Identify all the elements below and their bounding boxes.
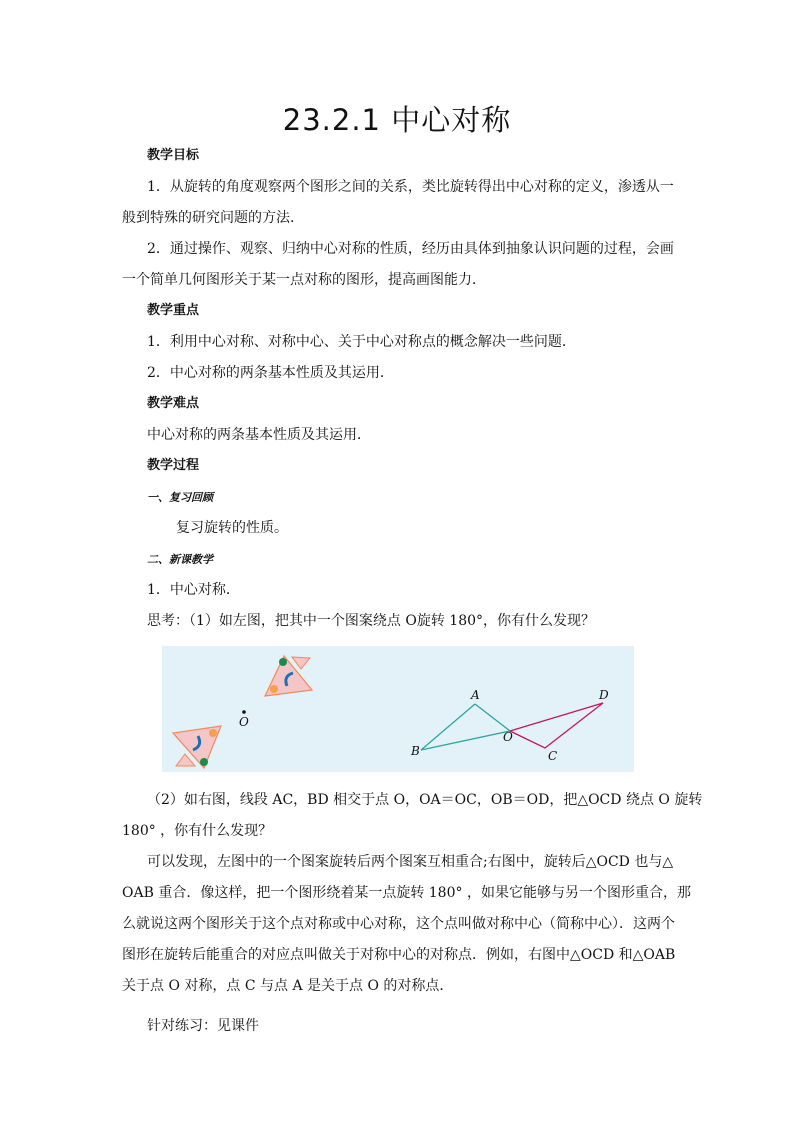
figure-svg	[162, 646, 634, 772]
lower-orange-dot	[209, 729, 217, 737]
review-text: 复习旋转的性质。	[176, 520, 288, 536]
label-c: C	[548, 749, 558, 763]
para-line-3: 么就说这两个图形关于这个点对称或中心对称，这个点叫做对称中心（简称中心）．这两个	[122, 916, 675, 932]
label-d: D	[599, 688, 609, 702]
think-question-2-line-2: 180° ，你有什么发现？	[122, 823, 273, 839]
think-question-2-line-1: （2）如右图，线段 AC，BD 相交于点 O，OA＝OC，OB＝OD，把△OCD 绕点 O 旋转	[147, 792, 703, 808]
lower-pattern	[173, 726, 221, 768]
label-b: B	[411, 744, 420, 758]
triangle-oab	[421, 704, 510, 750]
goal-1-line-2: 般到特殊的研究问题的方法．	[122, 210, 304, 226]
key-points-heading: 教学重点	[147, 303, 200, 318]
difficulty-1: 中心对称的两条基本性质及其运用．	[147, 427, 371, 443]
item-central-symmetry: 1．中心对称．	[147, 582, 240, 598]
process-heading: 教学过程	[147, 458, 200, 473]
symmetry-figure	[162, 646, 634, 772]
new-lesson-heading: 二、新课教学	[147, 553, 213, 566]
para-line-2: OAB 重合．像这样，把一个图形绕着某一点旋转 180° ，如果它能够与另一个图形重合，那	[122, 885, 691, 901]
upper-green-dot	[279, 658, 287, 666]
label-a: A	[471, 688, 480, 702]
goal-1-line-1: 1．从旋转的角度观察两个图形之间的关系，类比旋转得出中心对称的定义，渗透从一	[147, 179, 674, 195]
upper-pattern	[265, 656, 312, 696]
goals-heading: 教学目标	[147, 148, 200, 163]
goal-2-line-2: 一个简单几何图形关于某一点对称的图形，提高画图能力．	[122, 272, 486, 288]
para-line-1: 可以发现，左图中的一个图案旋转后两个图案互相重合;右图中，旋转后△OCD 也与△	[147, 854, 674, 870]
lower-green-dot	[200, 758, 208, 766]
page-title: 23.2.1 中心对称	[282, 103, 512, 137]
center-point	[242, 710, 246, 714]
think-question-1: 思考：（1）如左图，把其中一个图案绕点 O旋转 180°，你有什么发现？	[147, 613, 596, 629]
para-line-5: 关于点 O 对称，点 C 与点 A 是关于点 O 的对称点．	[122, 978, 454, 994]
para-line-4: 图形在旋转后能重合的对应点叫做关于对称中心的对称点．例如，右图中△OCD 和△OAB	[122, 947, 676, 963]
key-point-1: 1．利用中心对称、对称中心、关于中心对称点的概念解决一些问题．	[147, 334, 576, 350]
label-o-left: O	[239, 715, 249, 729]
review-heading: 一、复习回顾	[147, 491, 213, 504]
practice-note: 针对练习：见课件	[147, 1018, 259, 1034]
segment-ao	[475, 704, 510, 731]
difficulty-heading: 教学难点	[147, 396, 200, 411]
triangle-ocd	[510, 703, 603, 748]
label-o: O	[503, 730, 513, 744]
goal-2-line-1: 2．通过操作、观察、归纳中心对称的性质，经历由具体到抽象认识问题的过程，会画	[147, 241, 674, 257]
key-point-2: 2．中心对称的两条基本性质及其运用．	[147, 365, 394, 381]
upper-orange-dot	[270, 685, 278, 693]
